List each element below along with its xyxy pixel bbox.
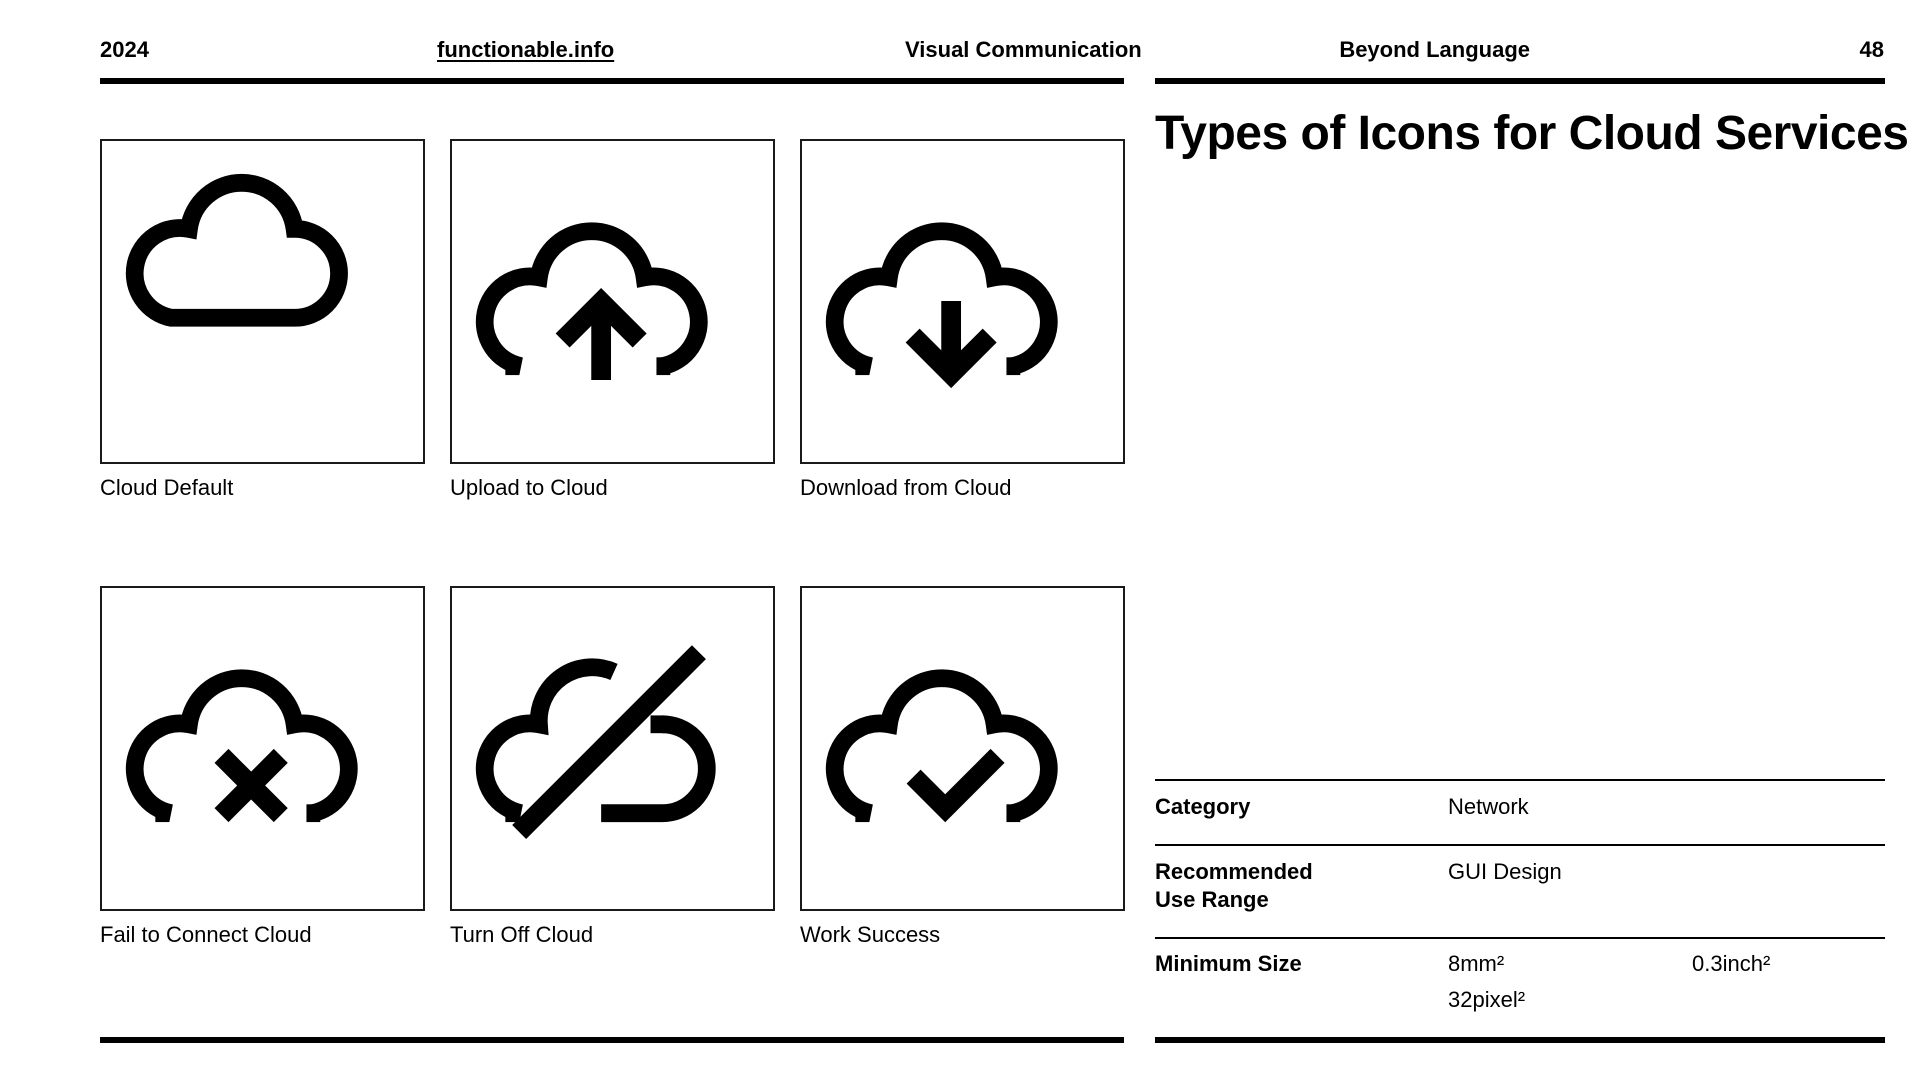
- cloud-off-icon: [452, 588, 773, 909]
- download-tile: [800, 139, 1125, 464]
- spec-key-use-range: Recommended Use Range: [1155, 859, 1313, 912]
- spec-divider: [1155, 937, 1885, 939]
- top-rule-right: [1155, 78, 1885, 84]
- cloud-icon: [102, 141, 423, 462]
- bottom-rule-left: [100, 1037, 1124, 1043]
- fail-tile: [100, 586, 425, 911]
- success-tile: [800, 586, 1125, 911]
- header-year: 2024: [100, 37, 149, 62]
- tile-label: Turn Off Cloud: [450, 922, 594, 947]
- spec-value-category: Network: [1448, 794, 1529, 819]
- spec-value-pixel: 32pixel²: [1448, 987, 1526, 1012]
- tile-label: Fail to Connect Cloud: [100, 922, 312, 947]
- header-chapter: Beyond Language: [1339, 37, 1530, 62]
- cloud-default-tile: [100, 139, 425, 464]
- cloud-download-icon: [802, 141, 1123, 462]
- page-number: 48: [1859, 37, 1884, 62]
- spec-key-category: Category: [1155, 794, 1251, 819]
- spec-value-inch: 0.3inch²: [1692, 951, 1771, 976]
- upload-tile: [450, 139, 775, 464]
- tile-label: Cloud Default: [100, 475, 234, 500]
- cloud-fail-icon: [102, 588, 423, 909]
- spec-divider: [1155, 844, 1885, 846]
- cloud-success-icon: [802, 588, 1123, 909]
- bottom-rule-right: [1155, 1037, 1885, 1043]
- tile-label: Work Success: [800, 922, 941, 947]
- top-rule-left: [100, 78, 1124, 84]
- tile-label: Download from Cloud: [800, 475, 1012, 500]
- cloud-upload-icon: [452, 141, 773, 462]
- off-tile: [450, 586, 775, 911]
- spec-key-minimum-size: Minimum Size: [1155, 951, 1302, 976]
- spec-value-use-range: GUI Design: [1448, 859, 1562, 884]
- site-link[interactable]: functionable.info: [437, 37, 615, 62]
- header-section: Visual Communication: [905, 37, 1142, 62]
- page-title: Types of Icons for Cloud Services: [1155, 107, 1909, 160]
- spec-divider: [1155, 779, 1885, 781]
- spec-value-mm: 8mm²: [1448, 951, 1505, 976]
- tile-label: Upload to Cloud: [450, 475, 608, 500]
